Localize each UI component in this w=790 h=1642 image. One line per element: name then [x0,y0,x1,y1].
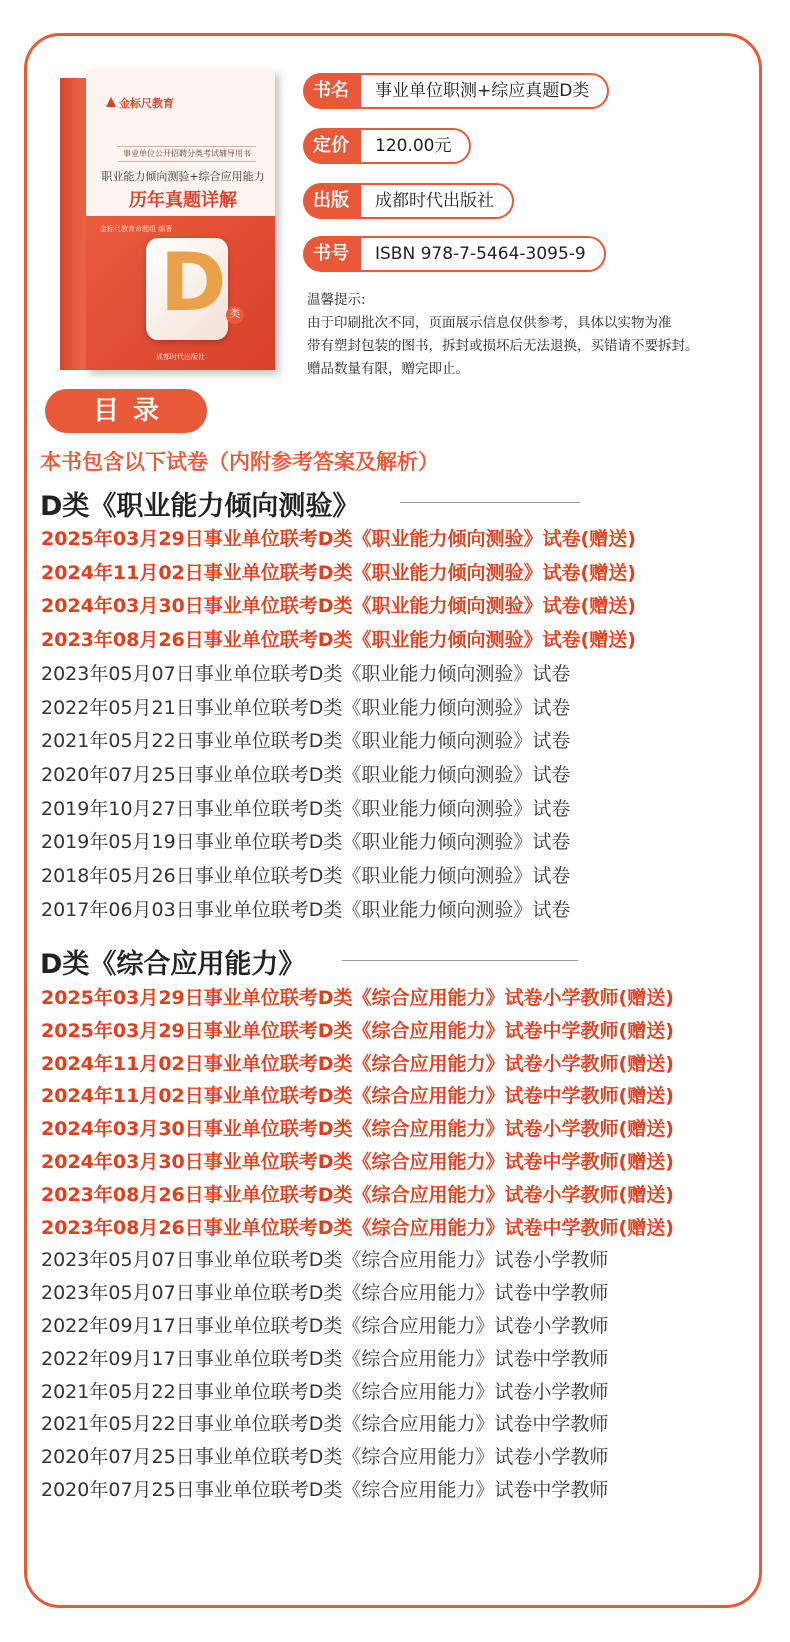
notice-line: 带有塑封包装的图书，拆封或损坏后无法退换，买错请不要拆封。 [307,338,699,354]
info-label: 出版 [303,183,359,219]
cover-title: 历年真题详解 [129,190,237,211]
section-divider [342,960,578,961]
toc-item: 2019年05月19日事业单位联考D类《职业能力倾向测验》试卷 [41,831,571,854]
cover-letter: D [160,236,227,329]
toc-item: 2021年05月22日事业单位联考D类《职业能力倾向测验》试卷 [41,730,571,753]
info-value: 成都时代出版社 [359,183,514,219]
toc-item-gift: 2024年11月02日事业单位联考D类《综合应用能力》试卷中学教师(赠送) [41,1085,674,1108]
toc-item: 2019年10月27日事业单位联考D类《职业能力倾向测验》试卷 [41,797,571,820]
cover-publisher: 成都时代出版社 [156,353,205,361]
toc-item: 2022年05月21日事业单位联考D类《职业能力倾向测验》试卷 [41,696,571,719]
book-cover-image [60,70,275,370]
logo-mark-icon [106,97,116,107]
notice-title: 温馨提示: [307,292,366,308]
cover-logo [106,95,174,111]
toc-item-gift: 2024年03月30日事业单位联考D类《综合应用能力》试卷小学教师(赠送) [41,1118,674,1141]
toc-item-gift: 2023年08月26日事业单位联考D类《职业能力倾向测验》试卷(赠送) [41,629,636,652]
notice-line: 赠品数量有限，赠完即止。 [307,361,469,377]
toc-item-gift: 2024年11月02日事业单位联考D类《综合应用能力》试卷小学教师(赠送) [41,1052,674,1075]
toc-title-pill: 目录 [45,389,207,433]
toc-item: 2017年06月03日事业单位联考D类《职业能力倾向测验》试卷 [41,898,571,921]
cover-series: 事业单位公开招聘分类考试辅导用书 [118,146,256,162]
notice [307,289,737,381]
toc-item-gift: 2025年03月29日事业单位联考D类《综合应用能力》试卷小学教师(赠送) [41,987,674,1009]
book-front [86,70,275,370]
toc-item: 2021年05月22日事业单位联考D类《综合应用能力》试卷小学教师 [41,1380,609,1403]
info-label: 书名 [303,73,359,109]
toc-item: 2022年09月17日事业单位联考D类《综合应用能力》试卷中学教师 [41,1347,609,1370]
toc-item: 2020年07月25日事业单位联考D类《综合应用能力》试卷小学教师 [41,1446,609,1469]
toc-item: 2022年09月17日事业单位联考D类《综合应用能力》试卷小学教师 [41,1315,609,1337]
cover-lei-badge: 类 [226,306,244,324]
section-heading-zhice: D类《职业能力倾向测验》 [40,491,360,522]
cover-subtitle: 职业能力倾向测验+综合应用能力 [101,170,265,183]
info-value: ISBN 978-7-5464-3095-9 [359,236,606,272]
toc-item: 2023年05月07日事业单位联考D类《综合应用能力》试卷小学教师 [41,1249,609,1272]
toc-item-gift: 2023年08月26日事业单位联考D类《综合应用能力》试卷中学教师(赠送) [41,1216,674,1239]
toc-intro: 本书包含以下试卷（内附参考答案及解析） [40,450,439,474]
info-value: 120.00元 [359,128,471,164]
toc-item-gift: 2025年03月29日事业单位联考D类《综合应用能力》试卷中学教师(赠送) [41,1019,674,1042]
cover-panel [86,216,275,370]
toc-item: 2020年07月25日事业单位联考D类《职业能力倾向测验》试卷 [41,763,571,786]
toc-item-gift: 2025年03月29日事业单位联考D类《职业能力倾向测验》试卷(赠送) [41,528,636,550]
cover-editor: 金标尺教育命题组 编著 [100,225,173,233]
book-spine [60,78,88,370]
toc-item: 2023年05月07日事业单位联考D类《职业能力倾向测验》试卷 [41,662,571,685]
toc-item: 2018年05月26日事业单位联考D类《职业能力倾向测验》试卷 [41,865,571,887]
section-heading-zongying: D类《综合应用能力》 [40,949,306,980]
notice-line: 由于印刷批次不同，页面展示信息仅供参考，具体以实物为准 [307,315,672,331]
toc-item-gift: 2023年08月26日事业单位联考D类《综合应用能力》试卷小学教师(赠送) [41,1183,674,1206]
toc-item-gift: 2024年03月30日事业单位联考D类《综合应用能力》试卷中学教师(赠送) [41,1151,674,1173]
cover-logo-text: 金标尺教育 [119,97,174,110]
section-divider [400,502,580,503]
toc-item: 2021年05月22日事业单位联考D类《综合应用能力》试卷中学教师 [41,1413,609,1436]
toc-item: 2020年07月25日事业单位联考D类《综合应用能力》试卷中学教师 [41,1479,609,1501]
toc-item-gift: 2024年03月30日事业单位联考D类《职业能力倾向测验》试卷(赠送) [41,595,636,618]
info-label: 书号 [303,236,359,272]
info-value: 事业单位职测+综应真题D类 [359,73,609,109]
toc-item: 2023年05月07日事业单位联考D类《综合应用能力》试卷中学教师 [41,1282,609,1305]
toc-item-gift: 2024年11月02日事业单位联考D类《职业能力倾向测验》试卷(赠送) [41,561,636,584]
info-label: 定价 [303,128,359,164]
